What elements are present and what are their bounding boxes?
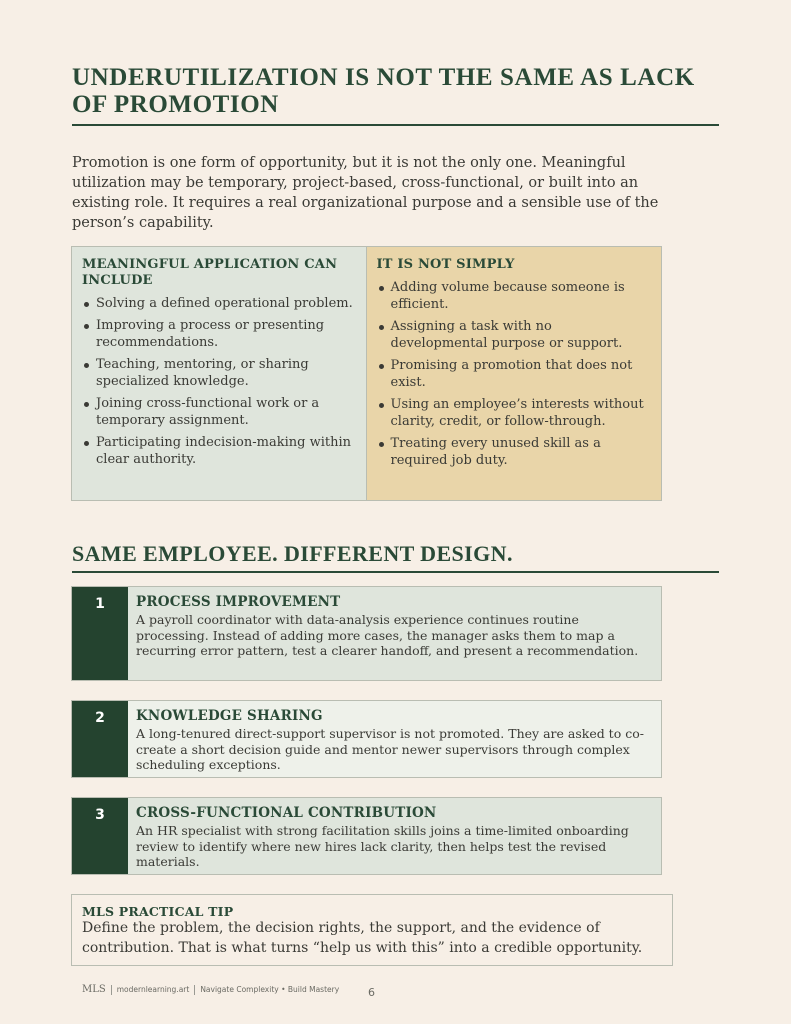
list-item: Using an employee’s interests without clarity, credit, or follow-through. <box>377 396 650 430</box>
list-item: Promising a promotion that does not exist. <box>377 357 650 391</box>
comparison-table <box>71 246 662 501</box>
tip-title: MLS PRACTICAL TIP <box>82 904 234 919</box>
list-item: Adding volume because someone is efficient. <box>377 279 650 313</box>
card-title: PROCESS IMPROVEMENT <box>136 594 341 610</box>
card-number: 2 <box>72 701 128 777</box>
meaningful-application-list <box>82 295 354 468</box>
list-item: Solving a defined operational problem. <box>82 295 354 312</box>
list-item: Joining cross-functional work or a temporary assignment. <box>82 395 354 429</box>
list-item: Assigning a task with no developmental purpose or support. <box>377 318 650 352</box>
tip-text: Define the problem, the decision rights, the support, and the evidence of contribution. That is what turns “help us with this” into a credible opportunity. <box>82 920 643 956</box>
footer-separator <box>111 985 112 995</box>
intro-paragraph: Promotion is one form of opportunity, but it is not the only one. Meaningful utilization may be temporary, project-based, cross-functional, or built into an existing role. It requires a real organizational purpose and a sensible use of the person’s capability. <box>72 155 659 231</box>
card-number: 1 <box>72 587 128 680</box>
card-title: CROSS-FUNCTIONAL CONTRIBUTION <box>136 805 437 821</box>
section-divider <box>72 571 719 573</box>
card-body <box>128 587 661 680</box>
list-item: Treating every unused skill as a required job duty. <box>377 435 650 469</box>
mls-logo: MLS <box>82 984 106 995</box>
meaningful-application-heading: MEANINGFUL APPLICATION CAN INCLUDE <box>82 257 338 288</box>
list-item: Participating indecision-making within clear authority. <box>82 434 354 468</box>
example-card-knowledge-sharing <box>71 700 662 778</box>
meaningful-application-column <box>72 247 367 500</box>
footer-tagline: Navigate Complexity • Build Mastery <box>200 985 340 994</box>
example-card-cross-functional <box>71 797 662 875</box>
footer-site[interactable]: modernlearning.art <box>116 985 190 994</box>
not-simply-list <box>377 279 650 469</box>
card-text: A long-tenured direct-support supervisor is not promoted. They are asked to co-create a short decision guide and mentor newer supervisors through complex scheduling exceptions. <box>136 726 644 772</box>
card-text: An HR specialist with strong facilitation skills joins a time-limited onboarding review to identify where new hires lack clarity, then helps test the revised materials. <box>136 823 629 869</box>
not-simply-column <box>367 247 662 500</box>
practical-tip-box <box>71 894 673 966</box>
footer <box>82 984 339 995</box>
list-item: Teaching, mentoring, or sharing specialized knowledge. <box>82 356 354 390</box>
section-title-underutilization: UNDERUTILIZATION IS NOT THE SAME AS LACK OF PROMOTION <box>72 64 695 118</box>
card-body <box>128 701 661 777</box>
section-title-same-employee: SAME EMPLOYEE. DIFFERENT DESIGN. <box>72 541 513 566</box>
footer-separator <box>194 985 195 995</box>
example-card-process-improvement <box>71 586 662 681</box>
not-simply-heading: IT IS NOT SIMPLY <box>376 257 515 272</box>
card-title: KNOWLEDGE SHARING <box>136 708 323 724</box>
list-item: Improving a process or presenting recommendations. <box>82 317 354 351</box>
card-number: 3 <box>72 798 128 874</box>
card-text: A payroll coordinator with data-analysis experience continues routine processing. Instead of adding more cases, the manager asks them to map a recurring error pattern, test a clearer handoff, and present a recommendation. <box>136 612 639 658</box>
page-number: 6 <box>368 986 375 999</box>
title-divider <box>72 124 719 126</box>
card-body <box>128 798 661 874</box>
